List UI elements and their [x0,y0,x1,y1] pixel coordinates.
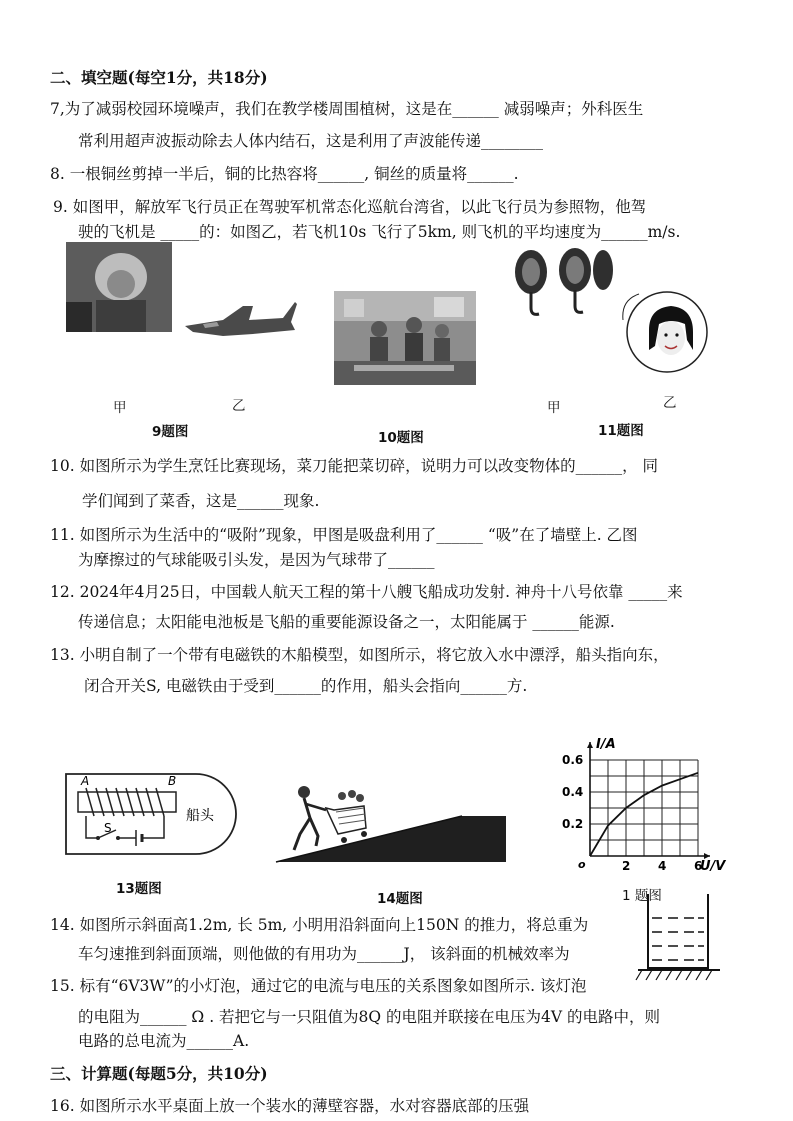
question-7-line-1: 7,为了减弱校园环境噪声，我们在教学楼周围植树，这是在______ 减弱噪声；外科医生 [50,100,644,118]
wire-right [142,816,164,838]
fig15-caption: 1 题图 [622,888,662,904]
x-tick-label: 6 [694,859,703,873]
shopping-cart [326,790,367,843]
fig13-caption: 13题图 [116,881,162,897]
cooking-contest-image [334,291,476,385]
water-lines [652,918,704,960]
question-11-line-2: 为摩擦过的气球能吸引头发，是因为气球带了______ [78,551,435,569]
fig9-pilot-photo [66,242,172,332]
pilot-image [66,242,172,332]
fig14-ramp-diagram [274,782,510,866]
suction-cups-image [509,246,609,330]
fig10-caption: 10题图 [378,430,424,446]
question-9-line-1: 9. 如图甲，解放军飞行员正在驾驶军机常态化巡航台湾省，以此飞行员为参照物，他驾 [53,198,647,216]
question-16-line-1: 16. 如图所示水平桌面上放一个装水的薄壁容器，水对容器底部的压强 [50,1097,530,1115]
origin-label: o [578,858,586,871]
fig11-balloon-photo [619,290,715,374]
question-15-line-3: 电路的总电流为______A. [78,1032,250,1050]
question-14-line-2: 车匀速推到斜面顶端，则他做的有用功为______J， 该斜面的机械效率为 [78,945,570,963]
table-hatching [636,970,712,980]
label-switch: S [104,821,112,835]
y-tick-label: 0.2 [562,817,584,831]
question-10-line-2: 学们闻到了菜香，这是______现象. [82,492,320,510]
section-calc-heading: 三、计算题(每题5分，共10分) [50,1064,268,1083]
fig10-cooking-photo [334,291,476,385]
x-tick-label: 4 [658,859,667,873]
y-axis-label: I/A [596,737,616,752]
question-7-line-2: 常利用超声波振动除去人体内结石，这是利用了声波能传递________ [78,132,544,150]
fig11-label-yi: 乙 [663,395,677,411]
fig15-iu-chart [560,736,726,882]
question-13-line-1: 13. 小明自制了一个带有电磁铁的木船模型，如图所示，将它放入水中漂浮，船头指向东， [50,646,669,664]
label-bow: 船头 [186,808,214,824]
label-a: A [81,774,90,788]
y-tick-label: 0.6 [562,753,584,767]
question-15-line-2: 的电阻为______ Ω . 若把它与一只阻值为8Q 的电阻并联接在电压为4V 的电路中，则 [78,1008,661,1026]
question-12-line-1: 12. 2024年4月25日，中国载人航天工程的第十八艘飞船成功发射. 神舟十八号依靠 _____来 [50,583,683,601]
container [648,894,708,968]
wire-left [86,816,98,838]
question-10-line-1: 10. 如图所示为学生烹饪比赛现场，菜刀能把菜切碎，说明力可以改变物体的______， 同 [50,457,659,475]
fig9-label-yi: 乙 [232,398,246,414]
fig14-caption: 14题图 [377,891,423,907]
fig11-label-jia: 甲 [547,400,561,416]
question-12-line-2: 传递信息；太阳能电池板是飞船的重要能源设备之一，太阳能属于 ______能源. [78,613,615,631]
fig9-caption: 9题图 [152,424,189,440]
y-tick-label: 0.4 [562,785,584,799]
question-13-line-2: 闭合开关S, 电磁铁由于受到______的作用，船头会指向______方. [84,677,528,695]
question-11-line-1: 11. 如图所示为生活中的“吸附”现象，甲图是吸盘利用了______ “吸”在了墙壁上. 乙图 [50,526,638,544]
ramp [276,816,506,862]
fighter-jet-image [183,296,298,344]
fig11-caption: 11题图 [598,423,644,439]
question-15-line-1: 15. 标有“6V3W”的小灯泡，通过它的电流与电压的关系图象如图所示. 该灯泡 [50,977,587,995]
y-axis-arrow [587,742,593,748]
question-14-line-1: 14. 如图所示斜面高1.2m, 长 5m, 小明用沿斜面向上150N 的推力，将总重为 [50,916,589,934]
section-fill-in-heading: 二、填空题(每空1分，共18分) [50,68,268,87]
fig11-suction-cup-photo [509,246,609,330]
fig9-label-jia: 甲 [113,400,127,416]
question-8: 8. 一根铜丝剪掉一半后，铜的比热容将______, 铜丝的质量将______. [50,165,519,183]
x-tick-label: 2 [622,859,631,873]
label-b: B [168,774,177,788]
fig16-container-diagram [636,890,722,984]
person-pushing [294,786,326,850]
balloon-hair-image [619,290,715,374]
fig13-boat-diagram [64,770,252,856]
fig9-jet-photo [183,296,298,344]
question-9-line-2: 驶的飞机是 _____的：如图乙，若飞机10s 飞行了5km, 则飞机的平均速度为______m/s. [78,223,681,241]
x-axis-label: U/V [700,859,726,874]
